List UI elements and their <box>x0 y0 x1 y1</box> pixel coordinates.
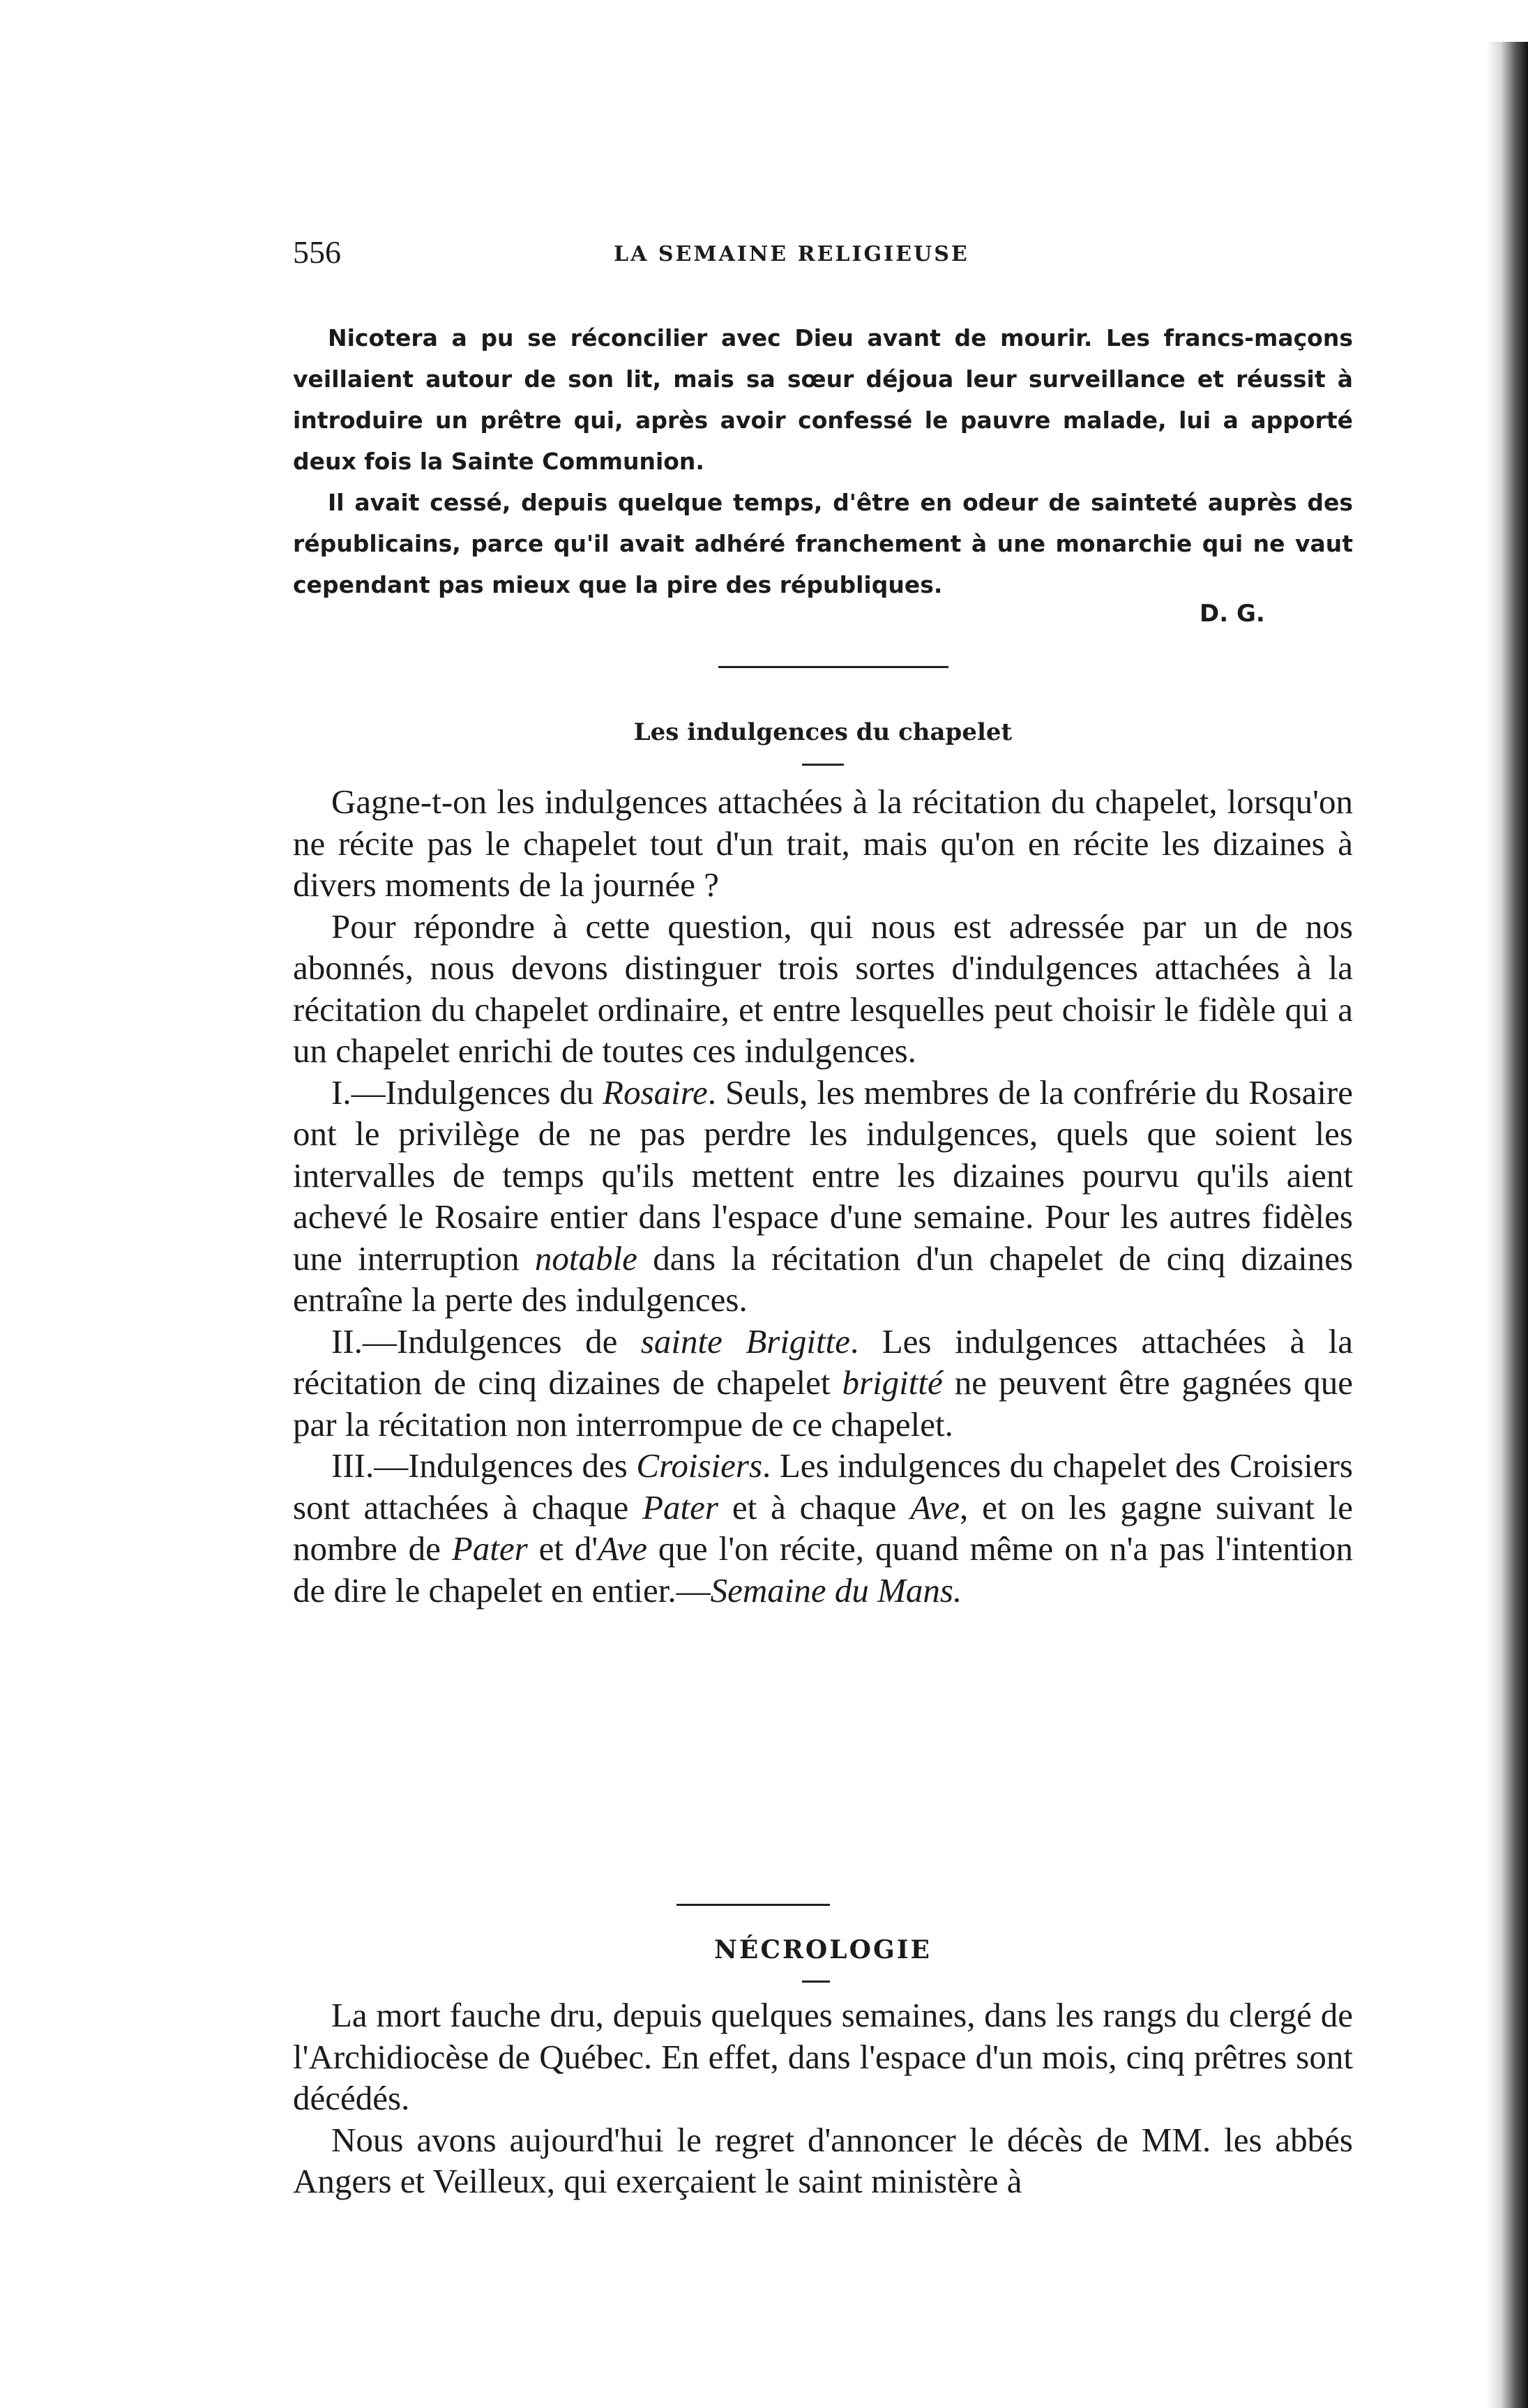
pater-1: Pater <box>642 1487 718 1527</box>
article-source: Semaine du Mans. <box>710 1570 962 1610</box>
section-divider <box>718 666 948 668</box>
intro-paragraph-2: Il avait cessé, depuis quelque temps, d'être en odeur de sainteté auprès des républicains, parce qu'il avait adhéré franchement à une monarchie qui ne vaut cependant pas mieux que la pire des républiques. <box>293 489 1353 598</box>
rosaire-text-1: . Seuls, les membres de la confrérie du Rosaire ont le privilège de ne pas perdre les indulgences, quels que soient les intervalles de temps qu'ils mettent entre les dizaines pourvu qu'ils aient achevé le Rosaire entier dans l'espace d'une semaine. Pour les autres fidèles une interruption <box>293 1073 1353 1278</box>
indulgences-answer-intro: Pour répondre à cette question, qui nous est adressée par un de nos abonnés, nous devons distinguer trois sortes d'indulgences attachées à la récitation du chapelet ordinaire, et entre lesquelles peut choisir le fidèle qui a un chapelet enrichi de toutes ces indulgences. <box>293 907 1353 1070</box>
intro-paragraph-1: Nicotera a pu se réconcilier avec Dieu avant de mourir. Les francs-maçons veillaient autour de son lit, mais sa sœur déjoua leur surveillance et réussit à introduire un prêtre qui, après avoir confessé le pauvre malade, lui a apporté deux fois la Sainte Communion. <box>293 324 1353 475</box>
title-underline <box>802 764 844 766</box>
section-divider-2 <box>676 1904 830 1906</box>
indulgences-croisiers <box>293 1445 1353 1611</box>
croisiers-text-1: . Les indulgences du chapelet des Croisiers sont attachées à chaque <box>293 1446 1354 1527</box>
indulgences-article <box>293 781 1353 1611</box>
necrologie-title-underline <box>802 1981 830 1983</box>
croisiers-name: Croisiers <box>636 1446 763 1485</box>
page-header <box>293 234 1367 282</box>
brigitte-text-2: ne peuvent être gagnées que par la récitation non interrompue de ce chapelet. <box>293 1363 1354 1444</box>
brigitte-text-1: . Les indulgences attachées à la récitation de cinq dizaines de chapelet <box>293 1322 1354 1402</box>
brigitte-name: sainte Brigitte <box>640 1322 851 1361</box>
croisiers-text-2: et à chaque <box>732 1487 897 1527</box>
ave-2: Ave <box>598 1529 647 1568</box>
indulgences-title: Les indulgences du chapelet <box>633 718 1013 746</box>
indulgences-rosaire <box>293 1072 1353 1321</box>
croisiers-text-5: que l'on récite, quand même on n'a pas l'intention de dire le chapelet en entier.— <box>293 1529 1354 1610</box>
croisiers-label: III.—Indulgences des <box>331 1446 628 1485</box>
binding-edge-shadow <box>1486 42 1528 2408</box>
rosaire-name: Rosaire <box>603 1073 708 1112</box>
necrologie-paragraph-1: La mort fauche dru, depuis quelques semaines, dans les rangs du clergé de l'Archidiocèse de Québec. En effet, dans l'espace d'un mois, cinq prêtres sont décédés. <box>293 1996 1353 2117</box>
pater-2: Pater <box>451 1529 528 1568</box>
rosaire-emphasis: notable <box>534 1239 637 1278</box>
brigitte-adjective: brigitté <box>842 1363 943 1402</box>
necrologie-title: NÉCROLOGIE <box>714 1935 932 1964</box>
ave-1: Ave <box>910 1487 960 1527</box>
necrologie-article <box>293 1994 1353 2202</box>
brigitte-label: II.—Indulgences de <box>331 1322 618 1361</box>
intro-text <box>293 317 1353 605</box>
article-signature: D. G. <box>1200 600 1265 628</box>
indulgences-question: Gagne-t-on les indulgences attachées à la récitation du chapelet, lorsqu'on ne récite pas le chapelet tout d'un trait, mais qu'on en récite les dizaines à divers moments de la journée ? <box>293 782 1353 904</box>
rosaire-text-2: dans la récitation d'un chapelet de cinq dizaines entraîne la perte des indulgences. <box>293 1239 1354 1319</box>
rosaire-label: I.—Indulgences du <box>331 1073 594 1112</box>
running-title: LA SEMAINE RELIGIEUSE <box>614 242 969 266</box>
croisiers-text-4: et d' <box>538 1529 598 1568</box>
croisiers-text-3: , et on les gagne suivant le nombre de <box>293 1487 1354 1568</box>
indulgences-brigitte <box>293 1321 1353 1446</box>
page-number: 556 <box>293 234 341 270</box>
necrologie-paragraph-2: Nous avons aujourd'hui le regret d'annoncer le décès de MM. les abbés Angers et Veilleux, qui exerçaient le saint ministère à <box>293 2120 1353 2200</box>
